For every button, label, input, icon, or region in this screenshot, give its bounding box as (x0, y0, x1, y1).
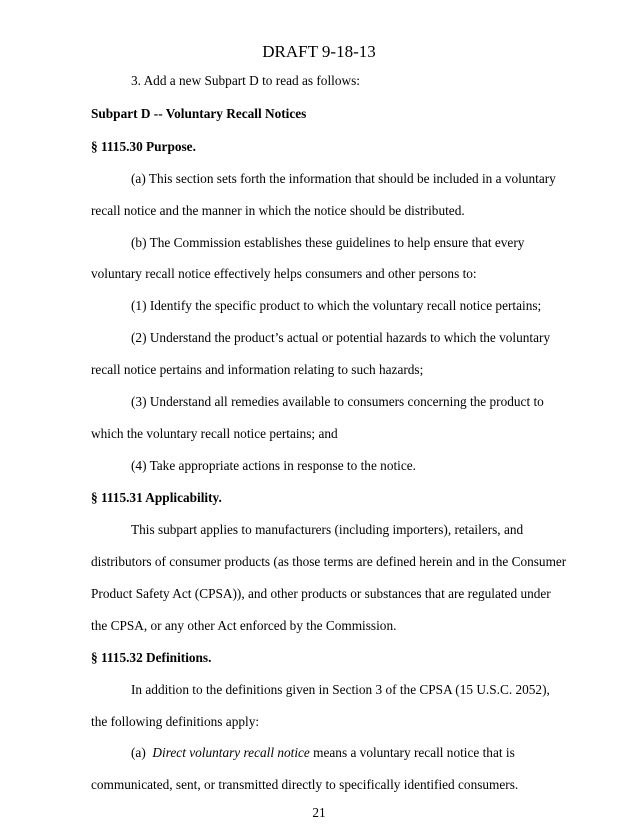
section-1115-32-heading: § 1115.32 Definitions. (91, 650, 212, 665)
page-number: 21 (312, 805, 326, 820)
applicability-line3: Product Safety Act (CPSA)), and other products or substances that are regulated under (91, 586, 551, 601)
instruction-line: 3. Add a new Subpart D to read as follows: (131, 73, 360, 88)
definitions-intro-line1: In addition to the definitions given in Section 3 of the CPSA (15 U.S.C. 2052), (131, 682, 550, 697)
definition-a-line2: communicated, sent, or transmitted directly to specifically identified consumers. (91, 777, 519, 792)
purpose-b-line1: (b) The Commission establishes these guidelines to help ensure that every (131, 235, 525, 250)
definitions-intro-line2: the following definitions apply: (91, 714, 260, 729)
purpose-b-line2: voluntary recall notice effectively helps consumers and other persons to: (91, 266, 477, 281)
purpose-item-3-line2: which the voluntary recall notice pertains; and (91, 426, 338, 441)
purpose-item-2-line1: (2) Understand the product’s actual or potential hazards to which the voluntary (131, 330, 551, 345)
purpose-item-2-line2: recall notice pertains and information relating to such hazards; (91, 362, 424, 377)
section-1115-30-heading: § 1115.30 Purpose. (91, 139, 196, 154)
definition-a-prefix: (a) (131, 745, 153, 760)
purpose-item-1: (1) Identify the specific product to which the voluntary recall notice pertains; (131, 298, 542, 313)
draft-header: DRAFT 9-18-13 (262, 42, 376, 61)
purpose-item-3-line1: (3) Understand all remedies available to consumers concerning the product to (131, 394, 544, 409)
definition-a-term: Direct voluntary recall notice (152, 745, 310, 760)
applicability-line1: This subpart applies to manufacturers (including importers), retailers, and (131, 522, 524, 537)
section-1115-31-heading: § 1115.31 Applicability. (91, 490, 222, 505)
applicability-line2: distributors of consumer products (as those terms are defined herein and in the Consumer (91, 554, 567, 569)
definition-a-line1 (131, 745, 515, 761)
applicability-line4: the CPSA, or any other Act enforced by the Commission. (91, 618, 397, 633)
purpose-a-line1: (a) This section sets forth the information that should be included in a voluntary (131, 171, 556, 186)
purpose-item-4: (4) Take appropriate actions in response to the notice. (131, 458, 416, 473)
purpose-a-line2: recall notice and the manner in which the notice should be distributed. (91, 203, 465, 218)
definition-a-rest: means a voluntary recall notice that is (309, 745, 515, 760)
subpart-heading: Subpart D -- Voluntary Recall Notices (91, 106, 307, 121)
